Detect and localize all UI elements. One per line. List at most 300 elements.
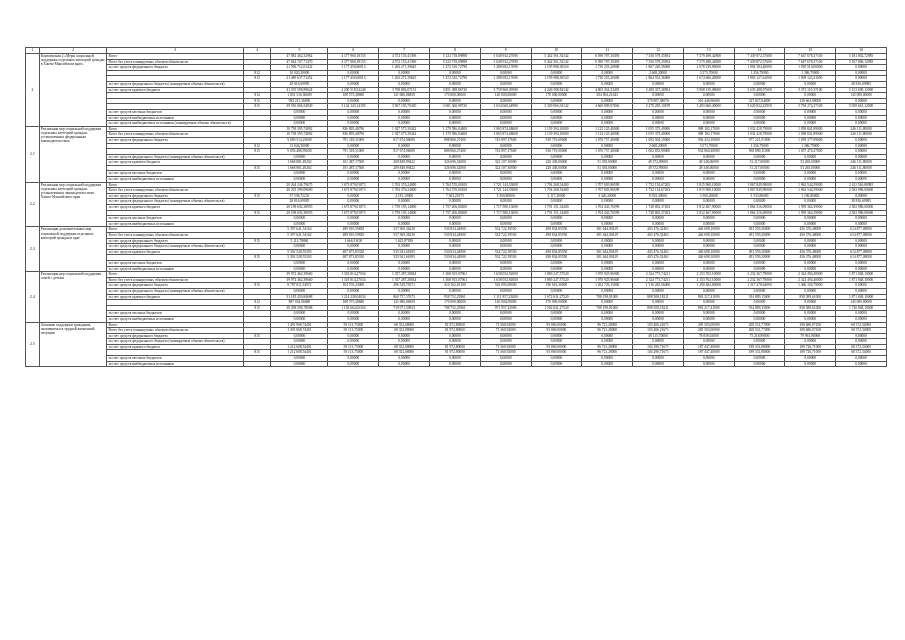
- value-cell: 298 686,07100: [785, 328, 836, 334]
- value-cell: 2 324 494,40000: [785, 272, 836, 278]
- value-cell: 7 579 498,42808: [683, 59, 734, 65]
- value-cell: 79 961,90000: [785, 333, 836, 339]
- value-cell: 8 787 011,54972: [271, 283, 328, 289]
- value-cell: 0,00000: [734, 171, 785, 177]
- value-cell: 0,00000: [734, 361, 785, 367]
- value-cell: 0,00000: [531, 361, 582, 367]
- value-cell: 2 668,20000: [633, 143, 684, 149]
- value-cell: 0,00000: [734, 356, 785, 362]
- value-cell: 0,00000: [480, 311, 531, 317]
- value-cell: 49 115,70000: [633, 333, 684, 339]
- value-cell: 381 644,00419: [582, 227, 633, 233]
- value-cell: 1 357 287,28044: [379, 272, 430, 278]
- value-cell: 39 972 462,39660: [271, 277, 328, 283]
- value-cell: 104 290,71671: [633, 344, 684, 350]
- value-cell: 1 368 915,07061: [430, 277, 481, 283]
- value-cell: 532 722,39550: [480, 249, 531, 255]
- value-cell: 0,00000: [633, 238, 684, 244]
- value-cell: 7 579 498,42808: [683, 54, 734, 60]
- value-cell: 0,00000: [633, 216, 684, 222]
- value-cell: 103 406,21671: [633, 322, 684, 328]
- value-cell: 5 392 528,55303: [271, 249, 328, 255]
- value-cell: 1 869 247,57520: [531, 272, 582, 278]
- value-cell: 1 959 364,39000: [785, 210, 836, 216]
- row-label: за счет средств федерального бюджета (планируемые объемы обязательств): [107, 244, 243, 250]
- value-cell: 53 265,00000: [785, 160, 836, 166]
- value-cell: 0,00000: [785, 93, 836, 99]
- value-cell: 7 356 579,35854: [633, 59, 684, 65]
- value-cell: 1 179 586,04400: [430, 126, 481, 132]
- value-cell: 456 376,48000: [785, 233, 836, 239]
- value-cell: 0,00000: [328, 115, 379, 121]
- value-cell: 0,00000: [683, 288, 734, 294]
- value-cell: 1 668 881,49202: [271, 160, 328, 166]
- value-cell: 0,00000: [785, 216, 836, 222]
- value-cell: 0,00000: [582, 121, 633, 127]
- value-cell: 4 572 153,41396: [379, 59, 430, 65]
- value-cell: 0,00000: [836, 121, 887, 127]
- value-cell: 8 393,30000: [633, 193, 684, 199]
- value-cell: 0,00000: [734, 154, 785, 160]
- value-cell: 269 531,77000: [734, 322, 785, 328]
- value-cell: 170 000,00000: [430, 93, 481, 99]
- value-cell: 1 959 364,39000: [785, 205, 836, 211]
- value-cell: 0,00000: [785, 260, 836, 266]
- row-code: 812: [243, 93, 271, 99]
- value-cell: 0,00000: [785, 154, 836, 160]
- value-cell: 196 616,30000: [531, 283, 582, 289]
- row-code: 815: [243, 76, 271, 82]
- value-cell: 1 764 570,00100: [430, 188, 481, 194]
- value-cell: 0,00000: [430, 333, 481, 339]
- value-cell: 4 181,10000: [379, 193, 430, 199]
- row-label: Всего без учета планируемых объемов обязательств: [107, 277, 243, 283]
- row-label: за счет средств местных бюджетов: [107, 311, 243, 317]
- row-code: 815: [243, 104, 271, 110]
- value-cell: 0,00000: [379, 115, 430, 121]
- value-cell: 0,00000: [582, 260, 633, 266]
- value-cell: 0,00000: [683, 300, 734, 306]
- value-cell: 1 357 287,28044: [379, 277, 430, 283]
- value-cell: 0,00000: [531, 333, 582, 339]
- value-cell: 187 447,40000: [683, 350, 734, 356]
- value-cell: 0,00000: [582, 333, 633, 339]
- value-cell: 0,00000: [836, 137, 887, 143]
- value-cell: 0,00000: [379, 121, 430, 127]
- value-cell: 914 889,15000: [734, 305, 785, 311]
- value-cell: 0,00000: [836, 177, 887, 183]
- section-title: Реализация мер социальной поддержки отдельных категорий граждан, установленных федеральным законодательством: [39, 126, 107, 182]
- value-cell: 1 752 154,67263: [633, 188, 684, 194]
- value-cell: 0,00000: [836, 171, 887, 177]
- value-cell: 0,00000: [734, 244, 785, 250]
- value-cell: 932 860,40000: [683, 149, 734, 155]
- value-cell: 59 113,75000: [328, 344, 379, 350]
- value-cell: 0,00000: [271, 109, 328, 115]
- value-cell: 0,00000: [683, 361, 734, 367]
- value-cell: 1 290 484,69000: [683, 283, 734, 289]
- row-label: за счет средств краевого бюджета: [107, 249, 243, 255]
- value-cell: 0,00000: [633, 339, 684, 345]
- value-cell: 0,00000: [785, 361, 836, 367]
- value-cell: 0,00000: [633, 288, 684, 294]
- value-cell: 743 897,37600: [480, 137, 531, 143]
- value-cell: 4 377 960,18155: [328, 54, 379, 60]
- value-cell: 381 644,00419: [582, 249, 633, 255]
- value-cell: 0,00000: [430, 154, 481, 160]
- row-label: за счет средств внебюджетных источников: [107, 177, 243, 183]
- value-cell: 1 871 848,10000: [836, 272, 887, 278]
- value-cell: 0,00000: [379, 361, 430, 367]
- value-cell: 170 000,00000: [531, 300, 582, 306]
- value-cell: 0,00000: [785, 288, 836, 294]
- value-cell: 71 360,92000: [480, 322, 531, 328]
- value-cell: 104 290,71671: [633, 350, 684, 356]
- value-cell: 0,00000: [480, 171, 531, 177]
- value-cell: 1 704 443,76599: [582, 210, 633, 216]
- value-cell: 2 324 494,40000: [785, 277, 836, 283]
- value-cell: 0,00000: [633, 121, 684, 127]
- value-cell: 1 272 310,72798: [430, 76, 481, 82]
- value-cell: 0,00000: [430, 143, 481, 149]
- row-label: за счет средств внебюджетных источников (планируемые объемы обязательств): [107, 121, 243, 127]
- value-cell: 0,00000: [328, 316, 379, 322]
- value-cell: 1 059 377,99000: [785, 137, 836, 143]
- value-cell: 0,00000: [271, 266, 328, 272]
- value-cell: 1 263 271,39645: [379, 65, 430, 71]
- value-cell: 0,00000: [582, 81, 633, 87]
- value-cell: 0,00000: [430, 311, 481, 317]
- value-cell: 7 356 579,35854: [633, 54, 684, 60]
- value-cell: 446 698,10000: [683, 227, 734, 233]
- value-cell: 5 397 641,54163: [271, 227, 328, 233]
- value-cell: 530 834,44900: [430, 255, 481, 261]
- value-cell: 108 575,38680: [328, 300, 379, 306]
- value-cell: 170 000,00000: [531, 93, 582, 99]
- value-cell: 988 182,17000: [683, 126, 734, 132]
- value-cell: 0,00000: [633, 361, 684, 367]
- value-cell: 0,00000: [430, 70, 481, 76]
- value-cell: 1 256,79000: [734, 70, 785, 76]
- value-cell: 0,00000: [582, 339, 633, 345]
- value-cell: 1 759 195,14000: [379, 210, 430, 216]
- value-cell: 0,00000: [328, 266, 379, 272]
- value-cell: 1 704 443,76599: [582, 205, 633, 211]
- value-cell: 204 694,21643: [582, 93, 633, 99]
- row-label: за счет средств внебюджетных источников: [107, 221, 243, 227]
- value-cell: 1 721 144,33000: [480, 182, 531, 188]
- value-cell: 0,00000: [582, 244, 633, 250]
- value-cell: 0,00000: [683, 356, 734, 362]
- value-cell: 0,00000: [328, 154, 379, 160]
- value-cell: 1 001 316,30680: [271, 93, 328, 99]
- value-cell: 39 556 066,54940: [271, 104, 328, 110]
- value-cell: 187 447,40000: [683, 344, 734, 350]
- value-cell: 0,00000: [328, 333, 379, 339]
- value-cell: 1 812 467,90000: [683, 210, 734, 216]
- row-code: 812: [243, 143, 271, 149]
- value-cell: 0,00000: [328, 288, 379, 294]
- value-cell: 28 816,69985: [836, 199, 887, 205]
- value-cell: 0,00000: [683, 199, 734, 205]
- value-cell: 532 722,39550: [480, 227, 531, 233]
- value-cell: 0,00000: [785, 81, 836, 87]
- value-cell: 59 113,75000: [328, 350, 379, 356]
- value-cell: 0,00000: [328, 143, 379, 149]
- value-cell: 1 752 154,67263: [633, 182, 684, 188]
- value-cell: 5 167 806,12985: [836, 59, 887, 65]
- value-cell: 936 434,10000: [683, 137, 734, 143]
- value-cell: 0,00000: [271, 311, 328, 317]
- value-cell: 0,00000: [531, 70, 582, 76]
- value-cell: 0,00000: [734, 288, 785, 294]
- value-cell: 0,00000: [582, 288, 633, 294]
- value-cell: 59 113,75000: [328, 328, 379, 334]
- value-cell: 0,00000: [683, 339, 734, 345]
- value-cell: 0,00000: [836, 339, 887, 345]
- value-cell: 0,00000: [633, 81, 684, 87]
- header-cell: 2: [39, 48, 107, 54]
- value-cell: 0,00000: [531, 115, 582, 121]
- value-cell: 5 112,78860: [271, 238, 328, 244]
- value-cell: 0,00000: [531, 81, 582, 87]
- value-cell: 0,00000: [379, 143, 430, 149]
- value-cell: 403 476,32461: [633, 233, 684, 239]
- value-cell: 0,00000: [271, 288, 328, 294]
- value-cell: 0,00000: [836, 356, 887, 362]
- value-cell: 0,00000: [633, 177, 684, 183]
- value-cell: 858 389,61000: [785, 294, 836, 300]
- value-cell: 81 972,80000: [430, 322, 481, 328]
- value-cell: 81 972,80000: [430, 350, 481, 356]
- row-label: за счет средств федерального бюджета (планируемые объемы обязательств): [107, 199, 243, 205]
- value-cell: 28 816,69985: [271, 199, 328, 205]
- value-cell: 614 877,08000: [836, 233, 887, 239]
- value-cell: 81 972,80000: [430, 328, 481, 334]
- value-cell: 446 698,10000: [683, 233, 734, 239]
- value-cell: 0,00000: [633, 154, 684, 160]
- value-cell: 887 054,06680: [271, 300, 328, 306]
- value-cell: 327 827,64000: [734, 98, 785, 104]
- value-cell: 0,00000: [531, 316, 582, 322]
- value-cell: 0,00000: [785, 115, 836, 121]
- value-cell: 4 660 809,97846: [582, 104, 633, 110]
- value-cell: 1 962 544,59000: [785, 182, 836, 188]
- value-cell: 537 369,36230: [379, 233, 430, 239]
- value-cell: 0,00000: [734, 93, 785, 99]
- value-cell: 526 095,69000: [480, 283, 531, 289]
- value-cell: 1 763 376,24000: [379, 188, 430, 194]
- value-cell: 1 674 666,26000: [683, 76, 734, 82]
- value-cell: 1 002 835,90000: [633, 149, 684, 155]
- value-cell: 0,00000: [379, 177, 430, 183]
- value-cell: 141 686,06850: [379, 300, 430, 306]
- row-code: 812: [243, 70, 271, 76]
- header-cell: 16: [836, 48, 887, 54]
- value-cell: 0,00000: [379, 98, 430, 104]
- value-cell: 0,00000: [328, 81, 379, 87]
- value-cell: 491 559,20000: [734, 227, 785, 233]
- value-cell: 5 635 488,97600: [734, 87, 785, 93]
- value-cell: 1 491 968,74401: [271, 328, 328, 334]
- value-cell: 0,00000: [785, 221, 836, 227]
- value-cell: 0,00000: [785, 339, 836, 345]
- value-cell: 1 195 988,30520: [531, 76, 582, 82]
- value-cell: 96 721,28000: [582, 328, 633, 334]
- value-cell: 1 673 879,01873: [328, 188, 379, 194]
- value-cell: 0,00000: [734, 300, 785, 306]
- value-cell: 75 218,89000: [734, 333, 785, 339]
- value-cell: 0,00000: [531, 171, 582, 177]
- section-number: 2.2: [26, 182, 40, 227]
- row-label: Всего без учета планируемых объемов обязательств: [107, 132, 243, 138]
- value-cell: 220 438,00000: [531, 160, 582, 166]
- value-cell: 888 866,27400: [430, 137, 481, 143]
- value-cell: 1 970 925,96000: [582, 272, 633, 278]
- header-cell: 6: [328, 48, 379, 54]
- value-cell: 20 198 692,38955: [271, 210, 328, 216]
- value-cell: 68 372,34000: [836, 344, 887, 350]
- value-cell: 0,00000: [785, 171, 836, 177]
- value-cell: 59 113,75000: [328, 322, 379, 328]
- value-cell: 78 058,63000: [683, 333, 734, 339]
- value-cell: 1 864 552,36068: [633, 76, 684, 82]
- value-cell: 0,00000: [836, 109, 887, 115]
- value-cell: 614 877,08000: [836, 255, 887, 261]
- value-cell: 216 446,96000: [683, 98, 734, 104]
- value-cell: 808 508,18211: [633, 305, 684, 311]
- budget-table: [25, 47, 887, 367]
- value-cell: 1 730 253,20000: [582, 76, 633, 82]
- value-cell: 0,00000: [633, 300, 684, 306]
- value-cell: 490 834,85550: [531, 249, 582, 255]
- value-cell: 9 056 486,95600: [271, 149, 328, 155]
- value-cell: 1 867 849,99000: [734, 188, 785, 194]
- value-cell: 2 153 702,10000: [683, 277, 734, 283]
- value-cell: 51 217,00000: [734, 165, 785, 171]
- value-cell: 68 352,08000: [379, 328, 430, 334]
- value-cell: 863 217,41000: [683, 294, 734, 300]
- value-cell: 537 369,36230: [379, 227, 430, 233]
- value-cell: 0,00000: [633, 109, 684, 115]
- value-cell: 5 048 932,27690: [480, 59, 531, 65]
- value-cell: 403 476,32461: [633, 255, 684, 261]
- value-cell: 0,00000: [785, 109, 836, 115]
- row-label: за счет средств федерального бюджета (планируемые объемы обязательств): [107, 339, 243, 345]
- value-cell: 0,00000: [582, 216, 633, 222]
- value-cell: 614 877,08000: [836, 249, 887, 255]
- value-cell: 9 069 514,25600: [271, 137, 328, 143]
- value-cell: 0,00000: [836, 76, 887, 82]
- value-cell: 487 873,85330: [328, 249, 379, 255]
- value-cell: 0,00000: [633, 356, 684, 362]
- value-cell: 2 324 773,74211: [633, 272, 684, 278]
- value-cell: 322 107,10000: [480, 160, 531, 166]
- value-cell: 0,00000: [430, 361, 481, 367]
- value-cell: 1 815 968,10000: [683, 182, 734, 188]
- value-cell: 1 065 874,48600: [480, 126, 531, 132]
- value-cell: 456 376,48000: [785, 249, 836, 255]
- section-title: Реализация мер социальной поддержки семей с детьми: [39, 272, 107, 322]
- value-cell: 0,00000: [633, 93, 684, 99]
- value-cell: 490 834,85550: [531, 255, 582, 261]
- row-code: 815: [243, 350, 271, 356]
- value-cell: 0,00000: [582, 115, 633, 121]
- value-cell: 0,00000: [785, 266, 836, 272]
- value-cell: 0,00000: [734, 115, 785, 121]
- value-cell: 490 834,85550: [531, 233, 582, 239]
- value-cell: 0,00000: [430, 288, 481, 294]
- value-cell: 0,00000: [328, 177, 379, 183]
- value-cell: 0,00000: [480, 199, 531, 205]
- section-number: 2.4: [26, 272, 40, 322]
- value-cell: 0,00000: [531, 221, 582, 227]
- value-cell: 2 324 773,74211: [633, 277, 684, 283]
- row-code: 815: [243, 98, 271, 104]
- value-cell: 96 721,28000: [582, 350, 633, 356]
- value-cell: 0,00000: [734, 109, 785, 115]
- value-cell: 0,00000: [430, 98, 481, 104]
- value-cell: 7 647 678,37100: [785, 59, 836, 65]
- row-label: Всего: [107, 227, 243, 233]
- value-cell: 1 962 544,59000: [785, 188, 836, 194]
- value-cell: 7 439 872,37600: [734, 59, 785, 65]
- value-cell: 0,00000: [480, 238, 531, 244]
- value-cell: 30 298 396,78008: [271, 305, 328, 311]
- value-cell: 0,00000: [480, 143, 531, 149]
- value-cell: 0,00000: [328, 361, 379, 367]
- value-cell: 1 867 220,56068: [633, 65, 684, 71]
- value-cell: 21 489 637,71452: [271, 76, 328, 82]
- value-cell: 1 794 268,54400: [531, 182, 582, 188]
- value-cell: 0,00000: [531, 266, 582, 272]
- value-cell: 0,00000: [480, 216, 531, 222]
- value-cell: 47 082 462,32962: [271, 54, 328, 60]
- value-cell: 0,00000: [785, 199, 836, 205]
- value-cell: 0,00000: [683, 266, 734, 272]
- value-cell: 0,00000: [582, 356, 633, 362]
- value-cell: 0,00000: [531, 199, 582, 205]
- header-cell: 1: [26, 48, 40, 54]
- value-cell: 1 386,79000: [785, 143, 836, 149]
- row-label: за счет средств местных бюджетов: [107, 171, 243, 177]
- value-cell: 21 596 712,01432: [271, 65, 328, 71]
- value-cell: 0,00000: [430, 171, 481, 177]
- value-cell: 0,00000: [785, 316, 836, 322]
- value-cell: 0,00000: [785, 311, 836, 317]
- value-cell: 1 123 125,40000: [582, 132, 633, 138]
- value-cell: 93 869,00000: [531, 344, 582, 350]
- header-cell: 9: [480, 48, 531, 54]
- row-label: Всего: [107, 182, 243, 188]
- value-cell: 51 393,00000: [582, 165, 633, 171]
- value-cell: 0,00000: [683, 221, 734, 227]
- value-cell: 1 707 803,96599: [582, 188, 633, 194]
- value-cell: 4 200 518,52248: [328, 87, 379, 93]
- value-cell: 0,00000: [328, 356, 379, 362]
- value-cell: 0,00000: [531, 143, 582, 149]
- value-cell: 1 909 123,21000: [785, 76, 836, 82]
- value-cell: 0,00000: [683, 93, 734, 99]
- value-cell: 0,00000: [430, 244, 481, 250]
- value-cell: 3 533,80000: [734, 193, 785, 199]
- value-cell: 0,00000: [836, 311, 887, 317]
- value-cell: 530 834,44900: [430, 227, 481, 233]
- value-cell: 0,00000: [271, 356, 328, 362]
- value-cell: 1 032 418,79000: [734, 126, 785, 132]
- value-cell: 0,00000: [531, 98, 582, 104]
- value-cell: 5 442 561,54142: [531, 54, 582, 60]
